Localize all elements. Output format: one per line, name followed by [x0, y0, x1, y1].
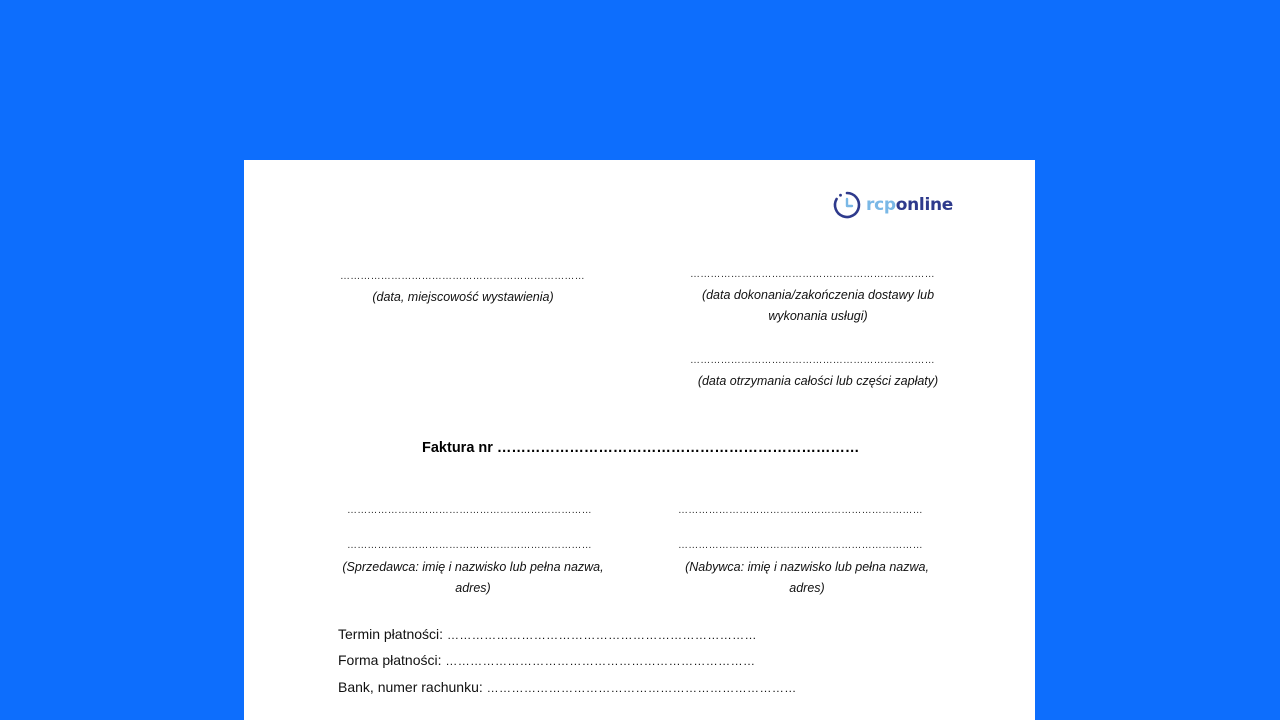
payment-method-field[interactable]: ………………………………………………………………… [445, 654, 756, 668]
payment-term-field[interactable]: ………………………………………………………………… [446, 628, 757, 642]
clock-icon [832, 190, 862, 220]
bank-account-field[interactable]: ………………………………………………………………… [486, 681, 797, 695]
logo-wordmark [866, 195, 953, 215]
payment-term-row [338, 626, 757, 642]
buyer-field-line-1[interactable]: ……………………………………………………………… [678, 505, 923, 516]
payment-received-caption: (data otrzymania całości lub części zapłaty) [697, 374, 939, 388]
logo-text-online: online [895, 195, 954, 215]
issue-date-caption: (data, miejscowość wystawienia) [372, 290, 554, 304]
payment-method-row [338, 652, 755, 668]
seller-field-line-2[interactable]: ……………………………………………………………… [347, 540, 592, 551]
bank-account-label: Bank, numer rachunku: [338, 679, 483, 695]
delivery-date-field[interactable]: ……………………………………………………………… [690, 269, 935, 280]
invoice-document [244, 160, 1035, 720]
logo-text-rcp: rcp [866, 195, 896, 215]
buyer-caption: (Nabywca: imię i nazwisko lub pełna nazwa, adres) [685, 560, 929, 595]
seller-caption: (Sprzedawca: imię i nazwisko lub pełna nazwa, adres) [342, 560, 604, 595]
payment-method-label: Forma płatności: [338, 652, 442, 668]
invoice-number-title[interactable]: Faktura nr ………………………………………………………………… [422, 440, 860, 456]
rcponline-logo [832, 190, 953, 220]
delivery-date-caption: (data dokonania/zakończenia dostawy lub wykonania usługi) [701, 288, 935, 323]
bank-account-row [338, 679, 797, 695]
seller-field-line-1[interactable]: ……………………………………………………………… [347, 505, 592, 516]
payment-term-label: Termin płatności: [338, 626, 444, 642]
buyer-field-line-2[interactable]: ……………………………………………………………… [678, 540, 923, 551]
payment-received-field[interactable]: ……………………………………………………………… [690, 355, 935, 366]
issue-date-field[interactable]: ……………………………………………………………… [340, 271, 585, 282]
